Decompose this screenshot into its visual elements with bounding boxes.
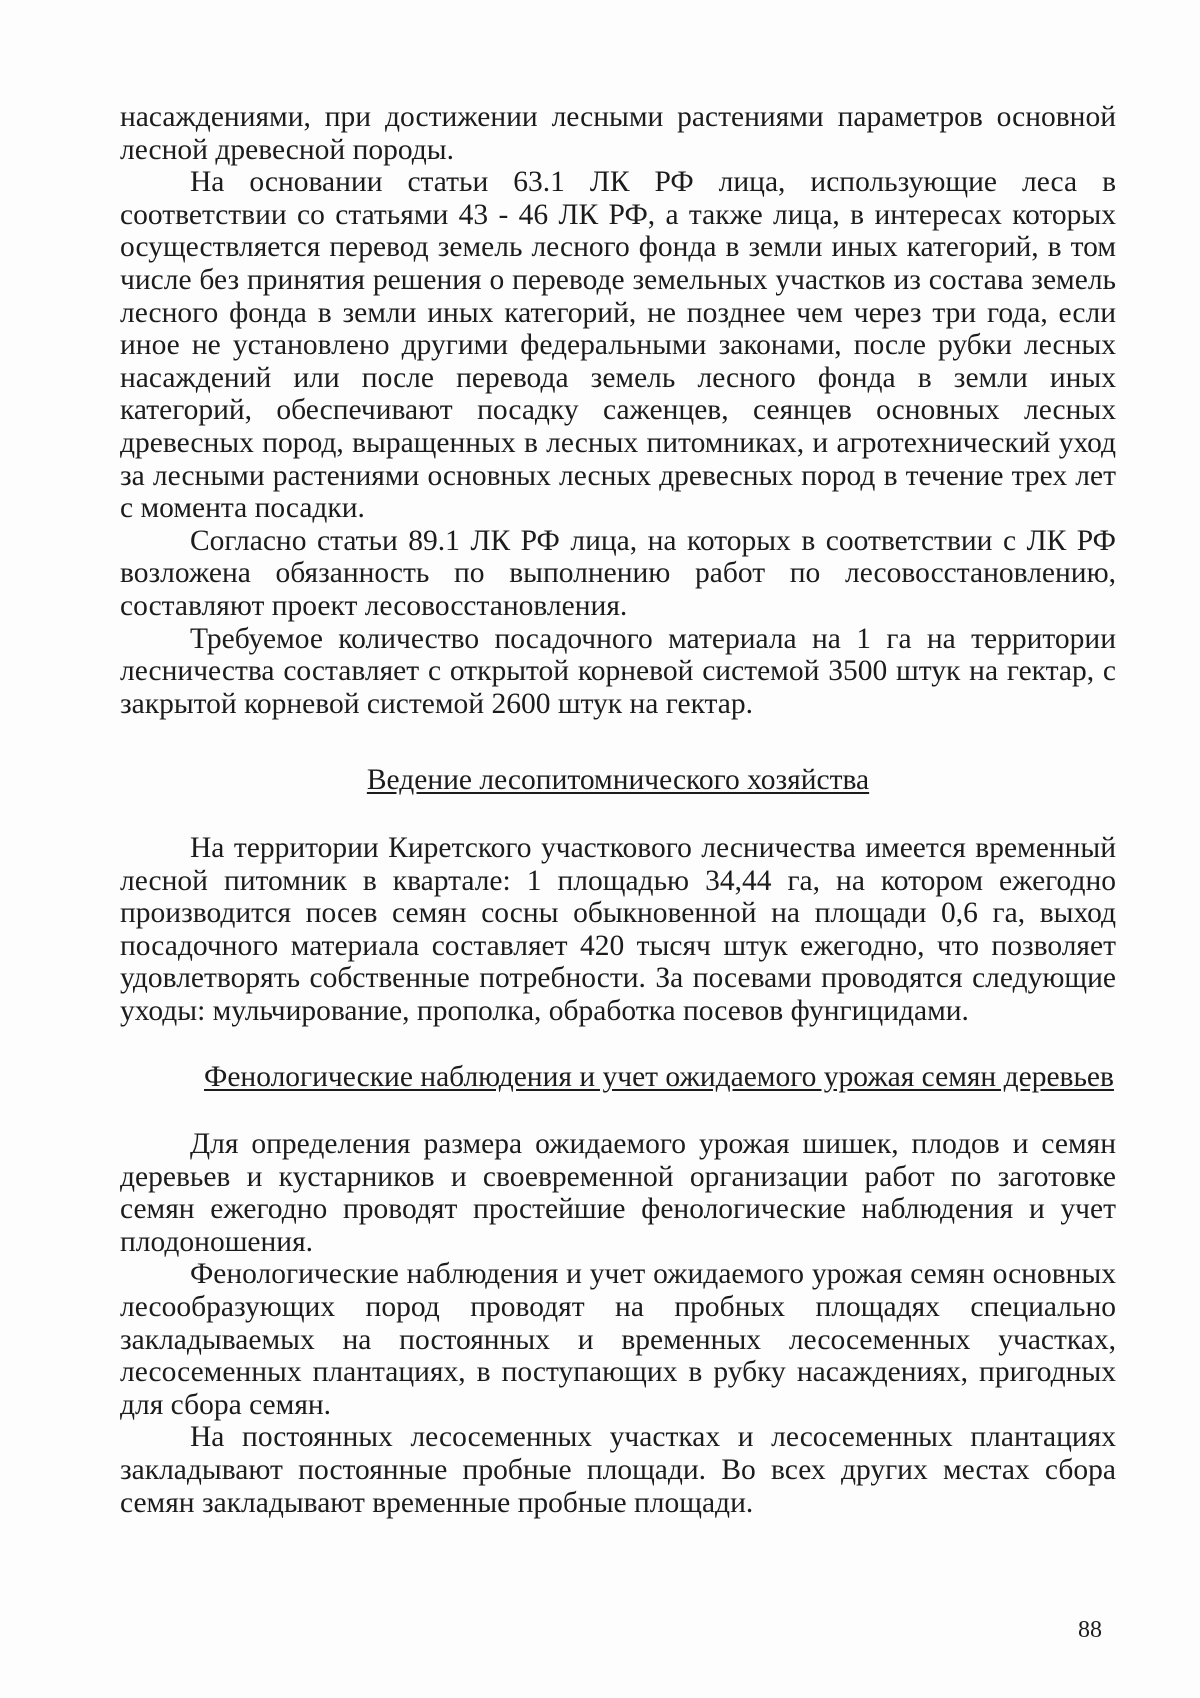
section-heading-phenology: Фенологические наблюдения и учет ожидаемого урожая семян деревьев: [204, 1061, 1114, 1093]
paragraph: насаждениями, при достижении лесными растениями параметров основной лесной древесной породы.: [120, 101, 1116, 166]
paragraph: Фенологические наблюдения и учет ожидаемого урожая семян основных лесообразующих пород проводят на пробных площадях специально закладываемых на постоянных и временных лесосеменных участках, лесосеменных плантациях, в поступающих в рубку насаждениях, пригодных для сбора семян.: [120, 1258, 1116, 1421]
paragraph: На постоянных лесосеменных участках и лесосеменных плантациях закладывают постоянные пробные площади. Во всех других местах сбора семян закладывают временные пробные площади.: [120, 1421, 1116, 1519]
paragraph: На территории Киретского участкового лесничества имеется временный лесной питомник в квартале: 1 площадью 34,44 га, на котором ежегодно производится посев семян сосны обыкновенной на площади 0,6 га, выход посадочного материала составляет 420 тысяч штук ежегодно, что позволяет удовлетворять собственные потребности. За посевами проводятся следующие уходы: мульчирование, прополка, обработка посевов фунгицидами.: [120, 832, 1116, 1027]
text-block-nursery: [120, 832, 1116, 1028]
paragraph: Для определения размера ожидаемого урожая шишек, плодов и семян деревьев и кустарников и своевременной организации работ по заготовке семян ежегодно проводят простейшие фенологические наблюдения и учет плодоношения.: [120, 1128, 1116, 1258]
page-number: 88: [1078, 1617, 1102, 1643]
paragraph: Согласно статьи 89.1 ЛК РФ лица, на которых в соответствии с ЛК РФ возложена обязанность по выполнению работ по лесовосстановлению, составляют проект лесовосстановления.: [120, 524, 1116, 622]
section-heading-nursery: Ведение лесопитомнического хозяйства: [366, 764, 870, 796]
paragraph: Требуемое количество посадочного материала на 1 га на территории лесничества составляет с открытой корневой системой 3500 штук на гектар, с закрытой корневой системой 2600 штук на гектар.: [120, 622, 1116, 720]
text-block-phenology: [120, 1128, 1116, 1519]
text-block-intro: [120, 101, 1116, 720]
paragraph: На основании статьи 63.1 ЛК РФ лица, использующие леса в соответствии со статьями 43 - 46 ЛК РФ, а также лица, в интересах которых осуществляется перевод земель лесного фонда в земли иных категорий, в том числе без принятия решения о переводе земельных участков из состава земель лесного фонда в земли иных категорий, не позднее чем через три года, если иное не установлено другими федеральными законами, после рубки лесных насаждений или после перевода земель лесного фонда в земли иных категорий, обеспечивают посадку саженцев, сеянцев основных лесных древесных пород, выращенных в лесных питомниках, и агротехнический уход за лесными растениями основных лесных древесных пород в течение трех лет с момента посадки.: [120, 166, 1116, 525]
